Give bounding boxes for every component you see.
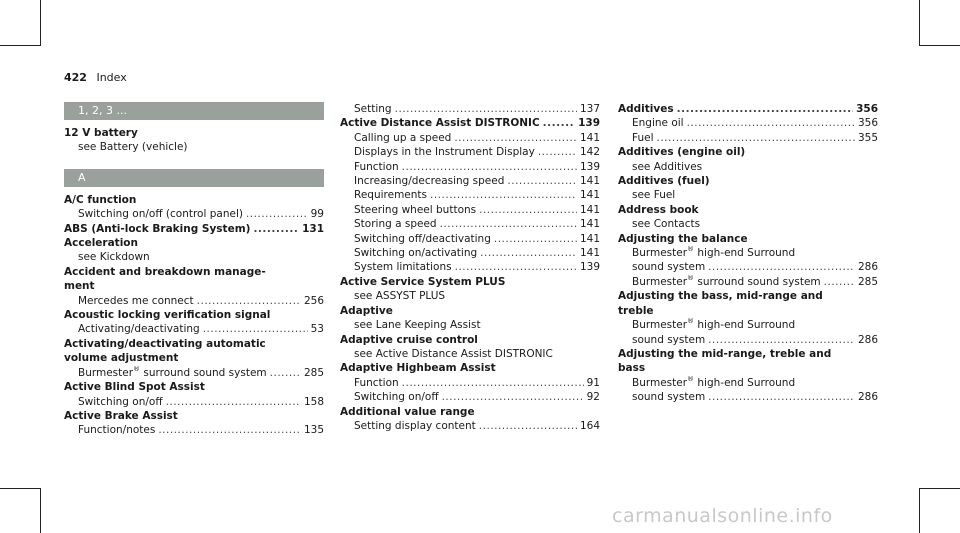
entry-text <box>354 203 476 217</box>
page-reference: 141 <box>579 131 600 144</box>
index-subentry <box>340 260 600 274</box>
entry-label: Adjusting the mid-range, treble and <box>618 347 832 360</box>
page-reference: 285 <box>303 366 324 379</box>
index-subentry <box>618 376 878 390</box>
entry-text <box>64 309 270 321</box>
entry-text <box>618 204 699 216</box>
dot-leader <box>253 222 299 236</box>
index-subentry <box>618 333 878 347</box>
index-column-2 <box>340 102 600 433</box>
index-subentry <box>618 390 878 404</box>
entry-text <box>618 348 831 360</box>
entry-text <box>354 390 439 404</box>
entry-label: Burmester <box>78 366 134 379</box>
entry-text <box>632 131 654 145</box>
entry-text <box>618 362 645 374</box>
entry-label: see Contacts <box>632 218 701 231</box>
index-subentry <box>64 207 324 221</box>
dot-leader <box>657 131 855 145</box>
entry-label: Additives <box>618 103 674 115</box>
entry-label: Active Blind Spot Assist <box>64 381 205 394</box>
page-reference: 141 <box>579 203 600 216</box>
entry-text <box>78 141 188 153</box>
index-entry <box>64 126 324 140</box>
entry-label: Active Distance Assist DISTRONIC <box>340 117 540 130</box>
page-reference: 131 <box>302 222 324 235</box>
index-entry <box>618 289 878 303</box>
entry-label: Engine oil <box>632 117 684 130</box>
section-header: A <box>64 169 324 187</box>
entry-label: ABS (Anti-lock Braking System) <box>64 222 251 235</box>
entry-text <box>354 260 452 274</box>
index-entry <box>64 380 324 394</box>
entry-label: Setting <box>354 103 392 115</box>
entry-text <box>78 251 150 263</box>
index-subentry <box>618 217 878 231</box>
crop-mark <box>40 0 41 46</box>
entry-label: A/C function <box>64 193 137 206</box>
page-reference: 135 <box>303 424 324 437</box>
entry-label: Additional value range <box>340 405 475 418</box>
index-subentry <box>340 318 600 332</box>
entry-text <box>632 260 705 274</box>
entry-text <box>340 305 393 317</box>
entry-text <box>64 127 138 139</box>
dot-leader <box>454 131 577 145</box>
entry-label: Function/notes <box>78 424 156 437</box>
entry-label: see Fuel <box>632 189 676 202</box>
page-reference: 141 <box>579 218 600 231</box>
index-column-3 <box>618 102 878 405</box>
entry-label: ment <box>64 280 95 293</box>
entry-label: Function <box>354 160 399 173</box>
entry-text <box>64 338 266 350</box>
dot-leader <box>270 366 301 380</box>
index-subentry <box>64 250 324 264</box>
page-title: Index <box>96 71 127 84</box>
page-reference: 356 <box>857 117 878 130</box>
index-subentry <box>64 366 324 380</box>
index-entry <box>64 193 324 207</box>
page-reference: 285 <box>857 275 878 288</box>
entry-label: volume adjustment <box>64 352 179 365</box>
index-entry <box>340 304 600 318</box>
entry-text <box>64 222 250 236</box>
entry-text <box>618 146 745 158</box>
dot-leader <box>440 217 577 231</box>
page-number: 422 <box>64 71 87 84</box>
entry-label: Increasing/decreasing speed <box>354 175 505 188</box>
index-entry <box>618 304 878 318</box>
dot-leader <box>197 294 301 308</box>
page-reference: 141 <box>579 232 600 245</box>
entry-text <box>64 280 95 292</box>
index-subentry <box>340 419 600 433</box>
entry-label: System limitations <box>354 261 452 274</box>
dot-leader <box>708 260 855 274</box>
entry-text <box>618 102 674 116</box>
index-subentry <box>64 395 324 409</box>
entry-label: Adjusting the bass, mid-range and <box>618 290 823 303</box>
entry-text <box>78 207 243 221</box>
index-subentry <box>340 217 600 231</box>
index-entry <box>340 333 600 347</box>
entry-label-rest: high-end Surround <box>694 319 796 332</box>
entry-label: Switching on/off <box>78 395 163 408</box>
entry-text <box>354 290 445 302</box>
crop-mark <box>919 488 960 489</box>
entry-text <box>354 174 504 188</box>
dot-leader <box>402 376 584 390</box>
entry-text <box>354 319 481 331</box>
entry-text <box>354 188 427 202</box>
entry-text <box>632 333 705 347</box>
entry-label: Storing a speed <box>354 218 437 231</box>
page-reference: 356 <box>856 103 878 115</box>
dot-leader <box>480 246 577 260</box>
dot-leader <box>708 333 855 347</box>
entry-label-rest: surround sound system <box>694 275 821 288</box>
index-entry <box>618 174 878 188</box>
entry-label: Active Service System PLUS <box>340 275 506 288</box>
entry-text <box>78 395 163 409</box>
entry-label: Switching on/activating <box>354 247 478 260</box>
page-reference: 141 <box>579 175 600 188</box>
entry-text <box>618 290 823 302</box>
dot-leader <box>158 423 301 437</box>
entry-text <box>354 348 553 360</box>
index-subentry <box>340 188 600 202</box>
entry-text <box>354 145 535 159</box>
index-subentry <box>340 145 600 159</box>
index-entry <box>64 222 324 236</box>
entry-label: Calling up a speed <box>354 131 452 144</box>
dot-leader <box>395 102 577 116</box>
page-reference: 164 <box>579 419 600 432</box>
index-entry <box>64 308 324 322</box>
dot-leader <box>708 390 855 404</box>
dot-leader <box>824 275 855 289</box>
index-subentry <box>340 131 600 145</box>
entry-text <box>340 362 496 374</box>
entry-label: sound system <box>632 333 706 346</box>
entry-label: Displays in the Instrument Display <box>354 146 535 159</box>
entry-label: see ASSYST PLUS <box>354 290 446 303</box>
dot-leader <box>479 203 577 217</box>
index-entry <box>340 361 600 375</box>
entry-text <box>354 217 437 231</box>
page-reference: 355 <box>857 131 878 144</box>
entry-text <box>354 131 451 145</box>
entry-label: Address book <box>618 203 699 216</box>
crop-mark <box>0 45 41 46</box>
index-subentry <box>340 289 600 303</box>
entry-text <box>340 116 540 130</box>
page-reference: 286 <box>857 333 878 346</box>
dot-leader <box>455 260 577 274</box>
dot-leader <box>203 322 308 336</box>
entry-text <box>632 116 684 130</box>
entry-label: Burmester <box>632 247 688 260</box>
registered-mark: ® <box>687 318 695 326</box>
entry-text <box>340 334 478 346</box>
index-subentry <box>340 160 600 174</box>
entry-text <box>64 381 205 393</box>
entry-text <box>64 266 266 278</box>
page-reference: 92 <box>586 391 600 404</box>
entry-label: Activating/deactivating automatic <box>64 337 266 350</box>
entry-label: Activating/deactivating <box>78 323 200 336</box>
index-entry <box>64 265 324 279</box>
entry-text <box>632 319 795 331</box>
entry-text <box>340 276 505 288</box>
entry-label: Adaptive cruise control <box>340 333 478 346</box>
index-subentry <box>340 203 600 217</box>
index-entry <box>64 351 324 365</box>
entry-text <box>632 189 675 201</box>
index-entry <box>340 405 600 419</box>
entry-label: Burmester <box>632 376 688 389</box>
dot-leader <box>687 116 855 130</box>
index-subentry <box>340 246 600 260</box>
page-reference: 137 <box>579 103 600 115</box>
index-subentry <box>618 275 878 289</box>
entry-label: Switching on/off (control panel) <box>78 208 243 221</box>
index-entry <box>64 236 324 250</box>
entry-text <box>64 237 138 249</box>
index-subentry <box>64 322 324 336</box>
entry-label: Acoustic locking verification signal <box>64 309 271 322</box>
page-reference: 141 <box>579 247 600 260</box>
crop-mark <box>919 488 920 533</box>
entry-label: Switching on/off <box>354 391 439 404</box>
page-reference: 139 <box>579 160 600 173</box>
index-subentry <box>340 347 600 361</box>
entry-label-rest: surround sound system <box>140 366 267 379</box>
index-entry <box>618 203 878 217</box>
entry-text <box>64 410 178 422</box>
crop-mark <box>0 488 41 489</box>
index-subentry <box>340 174 600 188</box>
dot-leader <box>246 207 308 221</box>
entry-label: Additives (engine oil) <box>618 146 746 159</box>
entry-text <box>632 247 795 259</box>
entry-text <box>618 305 654 317</box>
entry-label: Burmester <box>632 319 688 332</box>
entry-text <box>78 366 267 380</box>
entry-label: Adaptive <box>340 304 393 317</box>
index-subentry <box>618 160 878 174</box>
entry-label-rest: high-end Surround <box>694 247 796 260</box>
entry-label: see Additives <box>632 160 703 173</box>
entry-label: Requirements <box>354 189 427 202</box>
dot-leader <box>538 145 577 159</box>
page-reference: 141 <box>579 189 600 202</box>
entry-label: see Lane Keeping Assist <box>354 319 481 332</box>
dot-leader <box>442 390 584 404</box>
entry-label: Acceleration <box>64 237 138 250</box>
entry-label: bass <box>618 362 646 375</box>
index-entry <box>340 116 600 130</box>
entry-text <box>340 406 475 418</box>
dot-leader <box>402 160 577 174</box>
index-entry <box>618 102 878 116</box>
entry-label: Adjusting the balance <box>618 232 748 245</box>
page-reference: 139 <box>578 117 600 130</box>
registered-mark: ® <box>687 375 695 383</box>
entry-text <box>354 102 392 116</box>
index-subentry <box>340 102 600 116</box>
entry-label: Burmester <box>632 275 688 288</box>
entry-label: Switching off/deactivating <box>354 232 491 245</box>
index-subentry <box>618 131 878 145</box>
entry-label: see Active Distance Assist DISTRONIC <box>354 347 553 360</box>
entry-label: Function <box>354 376 399 389</box>
entry-label: sound system <box>632 261 706 274</box>
entry-text <box>78 423 155 437</box>
entry-label: Steering wheel buttons <box>354 203 477 216</box>
index-column-1 <box>64 102 324 438</box>
index-subentry <box>618 246 878 260</box>
page-reference: 256 <box>303 294 324 307</box>
entry-label: see Kickdown <box>78 251 150 264</box>
index-entry <box>64 337 324 351</box>
dot-leader <box>166 395 301 409</box>
registered-mark: ® <box>133 365 141 373</box>
index-subentry <box>64 423 324 437</box>
index-subentry <box>618 188 878 202</box>
entry-text <box>354 232 491 246</box>
index-entry <box>618 361 878 375</box>
entry-text <box>618 233 748 245</box>
entry-text <box>64 194 136 206</box>
page-reference: 53 <box>310 323 324 336</box>
dot-leader <box>677 102 853 116</box>
entry-label: Setting display content <box>354 419 476 432</box>
entry-text <box>632 377 795 389</box>
dot-leader <box>543 116 575 130</box>
page-reference: 139 <box>579 261 600 274</box>
entry-label: Adaptive Highbeam Assist <box>340 362 496 375</box>
index-subentry <box>64 294 324 308</box>
index-entry <box>64 409 324 423</box>
entry-text <box>632 218 700 230</box>
page-reference: 286 <box>857 391 878 404</box>
entry-text <box>78 322 200 336</box>
entry-label: 12 V battery <box>64 127 138 139</box>
entry-text <box>354 419 476 433</box>
registered-mark: ® <box>687 274 695 282</box>
index-entry <box>618 232 878 246</box>
entry-text <box>78 294 194 308</box>
entry-text <box>64 352 178 364</box>
registered-mark: ® <box>687 246 695 254</box>
dot-leader <box>507 174 577 188</box>
section-header: 1, 2, 3 ... <box>64 102 324 120</box>
crop-mark <box>919 45 960 46</box>
page-reference: 91 <box>586 376 600 389</box>
page-reference: 99 <box>310 208 324 221</box>
crop-mark <box>919 0 920 46</box>
page-reference: 286 <box>857 261 878 274</box>
page-reference: 158 <box>303 395 324 408</box>
entry-label: sound system <box>632 391 706 404</box>
index-subentry <box>618 318 878 332</box>
entry-text <box>632 390 705 404</box>
index-entry <box>64 279 324 293</box>
index-subentry <box>618 260 878 274</box>
page-reference: 142 <box>579 146 600 159</box>
entry-text <box>632 275 821 289</box>
index-subentry <box>340 376 600 390</box>
entry-label: Fuel <box>632 131 654 144</box>
entry-text <box>632 161 702 173</box>
entry-label: Active Brake Assist <box>64 409 178 422</box>
index-entry <box>618 145 878 159</box>
index-entry <box>340 275 600 289</box>
entry-label: treble <box>618 304 654 317</box>
entry-text <box>354 246 477 260</box>
dot-leader <box>430 188 577 202</box>
entry-text <box>354 160 399 174</box>
entry-text <box>354 376 399 390</box>
index-subentry <box>340 232 600 246</box>
index-subentry <box>618 116 878 130</box>
entry-label: Accident and breakdown manage- <box>64 265 266 278</box>
entry-label: Mercedes me connect <box>78 294 194 307</box>
entry-label-rest: high-end Surround <box>694 376 796 389</box>
index-entry <box>618 347 878 361</box>
watermark: carmanualsonline.info <box>612 505 833 527</box>
page-header <box>64 71 127 84</box>
entry-text <box>618 175 710 187</box>
index-subentry <box>340 390 600 404</box>
dot-leader <box>494 232 577 246</box>
index-subentry <box>64 140 324 154</box>
dot-leader <box>479 419 577 433</box>
crop-mark <box>40 488 41 533</box>
entry-label: Additives (fuel) <box>618 175 710 188</box>
entry-label: see Battery (vehicle) <box>78 141 188 154</box>
